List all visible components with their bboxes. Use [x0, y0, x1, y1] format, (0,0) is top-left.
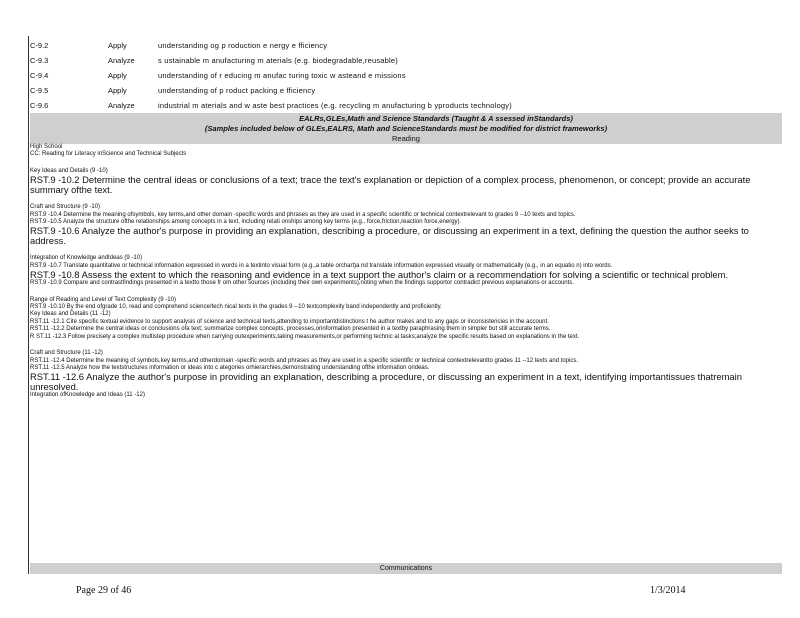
standard-code: C-9.4: [30, 71, 49, 80]
standard-paragraph: RST.9 -10.5 Analyze the structure ofthe relationships among concepts in a text, including relati onships among key terms (e.g., force,friction,reaction force,energy).: [30, 219, 462, 226]
technology-standards-list: [30, 38, 782, 113]
standard-row: [30, 38, 782, 53]
standard-paragraph: RST.11 -12.6 Analyze the author's purpose in providing an explanation, describing a procedure, or discussing an experiment in a text, identifying importantissues thatremain unresolved.: [30, 371, 742, 393]
standard-code: C-9.3: [30, 56, 49, 65]
standard-paragraph: RST.9 -10.8 Assess the extent to which the reasoning and evidence in a text support the author's claim or a recommendation for solving a scientific or technical problem.: [30, 269, 728, 281]
standard-text: industrial m aterials and w aste best practices (e.g. recycling m anufacturing b yproducts technology): [158, 101, 512, 110]
standard-text: understanding of p roduct packing e fficiency: [158, 86, 316, 95]
spacer: [30, 341, 782, 350]
heading-cc-reading: CC: Reading for Literacy inScience and Technical Subjects: [30, 151, 187, 158]
standard-text: understanding of r educing m anufac turing toxic w asteand e missions: [158, 71, 406, 80]
spacer: [30, 246, 782, 255]
band-subtitle: (Samples included below of GLEs,EALRS, Math and ScienceStandards must be modified for district frameworks): [204, 124, 608, 133]
section-heading: Key Ideas and Details (9 -10): [30, 167, 108, 174]
standard-paragraph: RST.9 -10.10 By the end ofgrade 10, read and comprehend science/tech nical texts in the grades 9 --10 textcomplexity band independently and proficiently.: [30, 304, 442, 311]
footer-date: 1/3/2014: [650, 585, 686, 596]
heading-high-school: High School: [30, 144, 63, 150]
standard-paragraph: RST.11 -12.5 Analyze how the textstructures information or ideas into c ategories orhierarchies,demonstrating understanding ofthe information orideas.: [30, 364, 430, 371]
left-border-line: [28, 36, 29, 574]
standard-row: [30, 68, 782, 83]
standard-row: [30, 53, 782, 68]
section-heading: Range of Reading and Level of Text Complexity (9 -10): [30, 296, 176, 303]
standard-text: understanding og p roduction e nergy e fficiency: [158, 41, 328, 50]
standard-verb: Apply: [108, 86, 127, 95]
standard-verb: Apply: [108, 41, 127, 50]
reading-standards-content: [30, 144, 782, 400]
spacer: [30, 288, 782, 297]
standard-paragraph: RST.11 -12.1 Cite specific textual evidence to support analysis of science and technical texts,attending to importantdistinctions t he author makes and to any gaps or inconsistencies in the account.: [30, 318, 549, 325]
standards-table: [30, 38, 782, 400]
standards-header-band: [30, 113, 782, 144]
standard-verb: Analyze: [108, 56, 135, 65]
section-heading: Key Ideas and Details (11 -12): [30, 311, 111, 318]
standard-paragraph: R ST.11 -12.3 Follow precisely a complex multistep procedure when carrying outexperiments,taking measurements,or performing technic al tasks;analyze the specific results based on explanations in the text.: [30, 333, 580, 340]
standard-paragraph: RST.11 -12.4 Determine the meaning of symbols,key terms,and otherdomain -specific words and phrases as they are used in a specific scientific or technical contextrelevantto grades 11 --12 texts and topics.: [30, 357, 579, 364]
standard-paragraph: RST.9 -10.4 Determine the meaning ofsymbols, key terms,and other domain -specific words and phrases as they are used in a specific scientific or technical contextrelevant to grades 9 --10 texts and topics.: [30, 211, 576, 218]
page-number: Page 29 of 46: [76, 585, 132, 596]
band-section-title: Reading: [392, 134, 420, 143]
communications-band: Communications: [30, 563, 782, 574]
standard-code: C-9.2: [30, 41, 49, 50]
band-title: EALRs,GLEs,Math and Science Standards (Taught & A ssessed inStandards): [299, 114, 573, 123]
standard-paragraph: RST.9 -10.7 Translate quantitative or technical information expressed in words in a textinto visual form (e.g.,a table orchart)a nd translate information expressed visually or mathematically (e.g., in an equatio n) into words.: [30, 262, 613, 269]
standard-paragraph: RST.11 -12.2 Determine the central ideas or conclusions ofa text; summarize complex concepts, processes,orinformation presented in a textby paraphrasing them in simpler but still accurate terms.: [30, 326, 551, 333]
section-heading: Integration ofKnowledge and Ideas (11 -12): [30, 392, 145, 399]
standard-text: s ustainable m anufacturing m aterials (e.g. biodegradable,reusable): [158, 56, 398, 65]
standard-paragraph: RST.9 -10.2 Determine the central ideas or conclusions of a text; trace the text's explanation or depiction of a complex process, phenomenon, or concept; provide an accurate summary ofthe text.: [30, 174, 751, 196]
section-heading: Integration of Knowledge andIdeas (9 -10): [30, 255, 143, 262]
spacer: [30, 159, 782, 168]
standard-row: [30, 83, 782, 98]
section-heading: Craft and Structure (11 -12): [30, 350, 103, 357]
standard-verb: Analyze: [108, 101, 135, 110]
standard-code: C-9.5: [30, 86, 49, 95]
standard-code: C-9.6: [30, 101, 49, 110]
standard-row: [30, 98, 782, 113]
standard-verb: Apply: [108, 71, 127, 80]
standard-paragraph: RST.9 -10.9 Compare and contrastfindings presented in a textto those fr om other sources (including their own experiments),noting when the findings supportor contradict previous explanations or accounts.: [30, 280, 574, 287]
standard-paragraph: RST.9 -10.6 Analyze the author's purpose in providing an explanation, describing a procedure, or discussing an experiment in a text, defining the question the author seeks to address.: [30, 225, 749, 247]
spacer: [30, 195, 782, 204]
section-heading: Craft and Structure (9 -10): [30, 204, 101, 211]
